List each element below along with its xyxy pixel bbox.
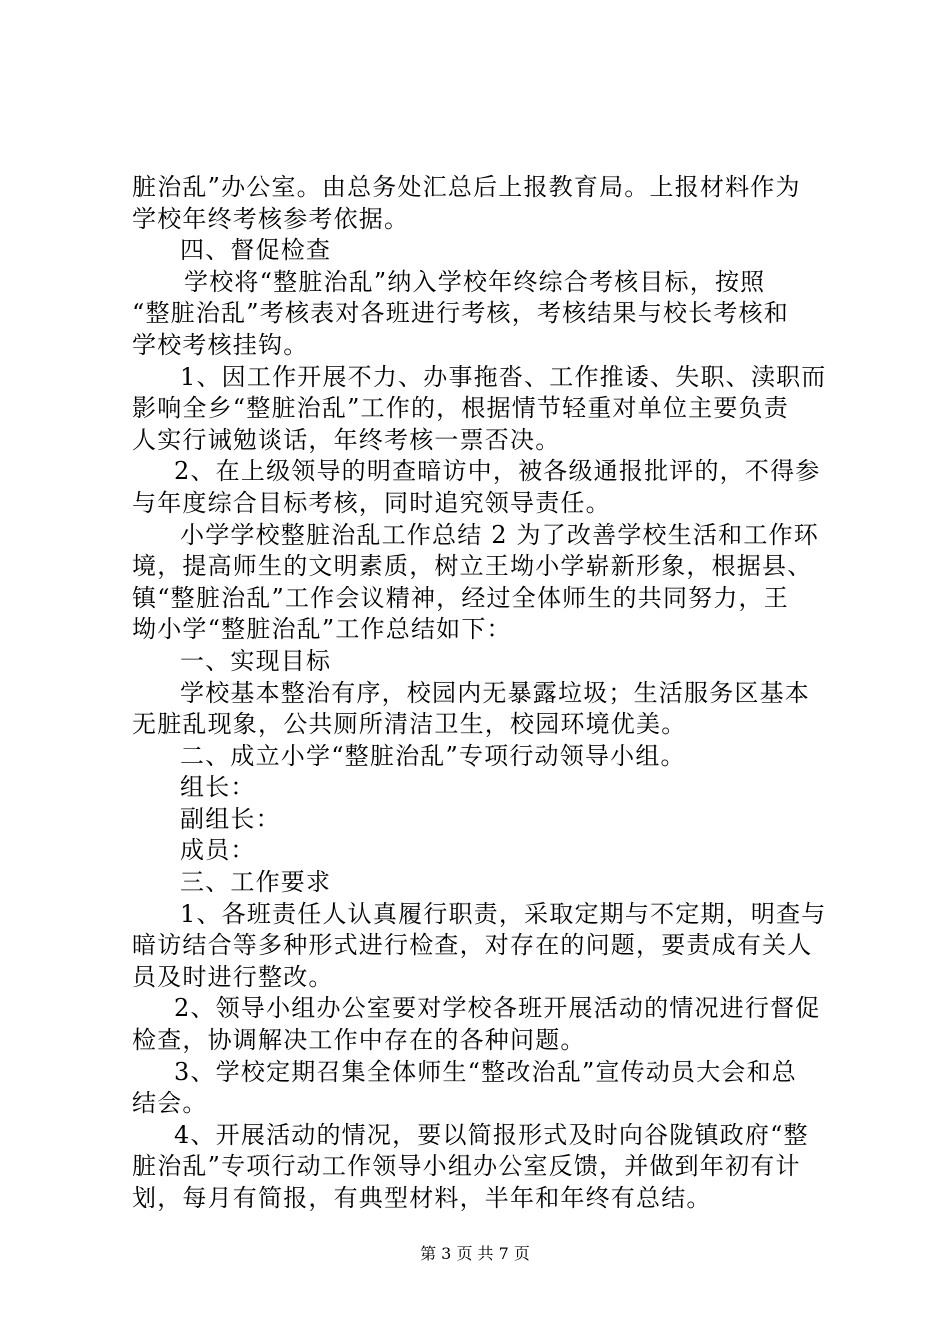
text-line: 人实行诫勉谈话，年终考核一票否决。 [132, 425, 561, 454]
text-line: 划，每月有简报，有典型材料，半年和年终有总结。 [132, 1184, 712, 1212]
text-line: 小学学校整脏治乱工作总结 2 为了改善学校生活和工作环 [180, 520, 819, 549]
text-line: 学校考核挂钩。 [132, 330, 309, 359]
text-line: 学校基本整治有序，校园内无暴露垃圾；生活服务区基本 [180, 678, 810, 707]
text-line: 结会。 [132, 1089, 208, 1118]
text-line: 副组长： [180, 804, 281, 833]
section-heading: 四、督促检查 [180, 236, 332, 265]
text-line: 影响全乡“整脏治乱”工作的，根据情节轻重对单位主要负责 [132, 394, 789, 423]
text-line: 学校将“整脏治乱”纳入学校年终综合考核目标，按照 [184, 267, 766, 296]
section-heading: 一、实现目标 [180, 646, 332, 675]
text-line: 坳小学“整脏治乱”工作总结如下： [132, 615, 512, 644]
text-line: 无脏乱现象，公共厕所清洁卫生，校园环境优美。 [132, 710, 687, 739]
text-line: 4、开展活动的情况，要以简报形式及时向谷陇镇政府“整 [174, 1120, 809, 1149]
section-heading: 三、工作要求 [180, 868, 332, 897]
text-line: 2、在上级领导的明查暗访中，被各级通报批评的，不得参 [174, 457, 821, 486]
page-footer [0, 1244, 950, 1264]
text-line: 成员： [180, 836, 256, 865]
text-line: 员及时进行整改。 [132, 962, 334, 991]
section-heading: 二、成立小学“整脏治乱”专项行动领导小组。 [180, 741, 686, 770]
page-number-label: 第 3 页 共 7 页 [420, 1244, 530, 1263]
text-line: 2、领导小组办公室要对学校各班开展活动的情况进行督促 [174, 994, 821, 1023]
text-line: 与年度综合目标考核，同时追究领导责任。 [132, 488, 611, 517]
text-line: 检查，协调解决工作中存在的各种问题。 [132, 1026, 586, 1055]
document-body [132, 172, 832, 1215]
text-line: 学校年终考核参考依据。 [132, 204, 410, 233]
text-line: 3、学校定期召集全体师生“整改治乱”宣传动员大会和总 [174, 1057, 798, 1086]
text-line: 脏治乱”专项行动工作领导小组办公室反馈，并做到年初有计 [132, 1152, 801, 1181]
text-line: 1、因工作开展不力、办事拖沓、工作推诿、失职、渎职而 [180, 362, 827, 391]
text-line: 1、各班责任人认真履行职责，采取定期与不定期，明查与 [180, 899, 827, 928]
text-line: 脏治乱”办公室。由总务处汇总后上报教育局。上报材料作为 [132, 173, 801, 201]
text-line: 暗访结合等多种形式进行检查，对存在的问题，要责成有关人 [132, 931, 813, 960]
text-line: 组长： [180, 773, 256, 802]
text-line: 镇“整脏治乱”工作会议精神，经过全体师生的共同努力，王 [132, 583, 789, 612]
text-line: “整脏治乱”考核表对各班进行考核，考核结果与校长考核和 [132, 299, 789, 328]
text-line: 境，提高师生的文明素质，树立王坳小学崭新形象，根据县、 [132, 552, 813, 581]
